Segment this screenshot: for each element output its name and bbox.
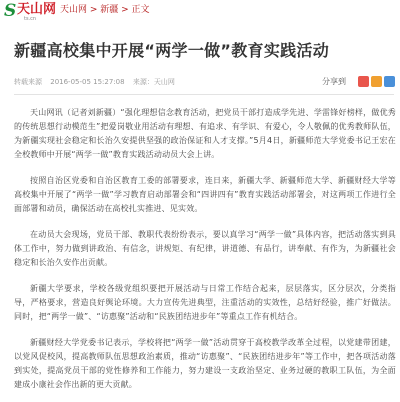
weibo-share-icon[interactable] — [358, 76, 369, 87]
source-name: 来源：天山网 — [132, 78, 175, 86]
article-meta — [14, 77, 181, 87]
logo-mark: S — [4, 1, 17, 21]
article-title: 新疆高校集中开展“两学一做”教育实践活动 — [14, 41, 330, 60]
title-divider — [14, 94, 394, 95]
share-label: 分享到 — [322, 77, 346, 86]
publish-date: 2016-05-05 15:27:08 — [50, 78, 125, 86]
article-paragraph: 新疆大学要求，学校各级党组织要把开展活动与日常工作结合起来，层层落实，区分层次，分类指导，严格要求，营造良好舆论环境。大力宣传先进典型，注重活动的实效性，总结好经验，推广好做法。同时，把“两学一做”、“访惠聚”活动和“民族团结进步年”等重点工作有机结合。 — [14, 284, 396, 321]
logo-domain: ts.cn — [24, 16, 37, 22]
source-label: 转载来源 — [14, 78, 42, 86]
qq-share-icon[interactable] — [384, 76, 395, 87]
article-paragraph: 按照自治区党委和自治区教育工委的部署要求，连日来，新疆大学、新疆师范大学、新疆财经大学等高校集中开展了“两学一做”学习教育启动部署会和“四讲四有”教育实践活动部署会，对这两项工作进行全面部署和动员，确保活动在高校扎实推进、见实效。 — [14, 176, 396, 213]
article-body — [14, 106, 396, 402]
article-paragraph: 新疆财经大学党委书记表示，学校将把“两学一做”活动贯穿于高校教学改革全过程，以党建带团建，以党风促校风，提高教师队伍思想政治素质，推动“访惠聚”、“民族团结进步年”等工作中，把各项活动落到实处，提高党员干部的党性修养和工作能力，努力建设一支政治坚定、业务过硬的教职工队伍，为全面建成小康社会作出新的更大贡献。 — [14, 338, 396, 389]
article-paragraph: 在动员大会现场，党员干部、教职代表纷纷表示，要以真学习“两学一做”具体内容，把活动落实到具体工作中，努力做到讲政治、有信念，讲规矩、有纪律，讲道德、有品行，讲奉献、有作为，为新疆社会稳定和长治久安作出贡献。 — [14, 230, 396, 267]
article-paragraph: 天山网讯（记者刘新疆）“强化理想信念教育活动，把党员干部打造成学先进、学雷锋好榜样，做优秀的传统思想行动模范生”把爱岗敬业用活动有理想、有追求、有学识、有爱心，令人敬佩的优秀教师队伍，为新疆实现社会稳定和长治久安提供坚强的政治保证和人才支撑。”5月4日，新疆师范大学党委书记王宏在全校教师中开展“两学一做”教育实践活动动员大会上讲。 — [14, 108, 396, 159]
share-bar — [322, 75, 394, 89]
site-header — [0, 0, 400, 22]
top-breadcrumb[interactable]: 天山网 > 新疆 > 正文 — [60, 5, 150, 15]
logo-name: 天山网 — [17, 2, 57, 17]
qzone-share-icon[interactable] — [371, 76, 382, 87]
